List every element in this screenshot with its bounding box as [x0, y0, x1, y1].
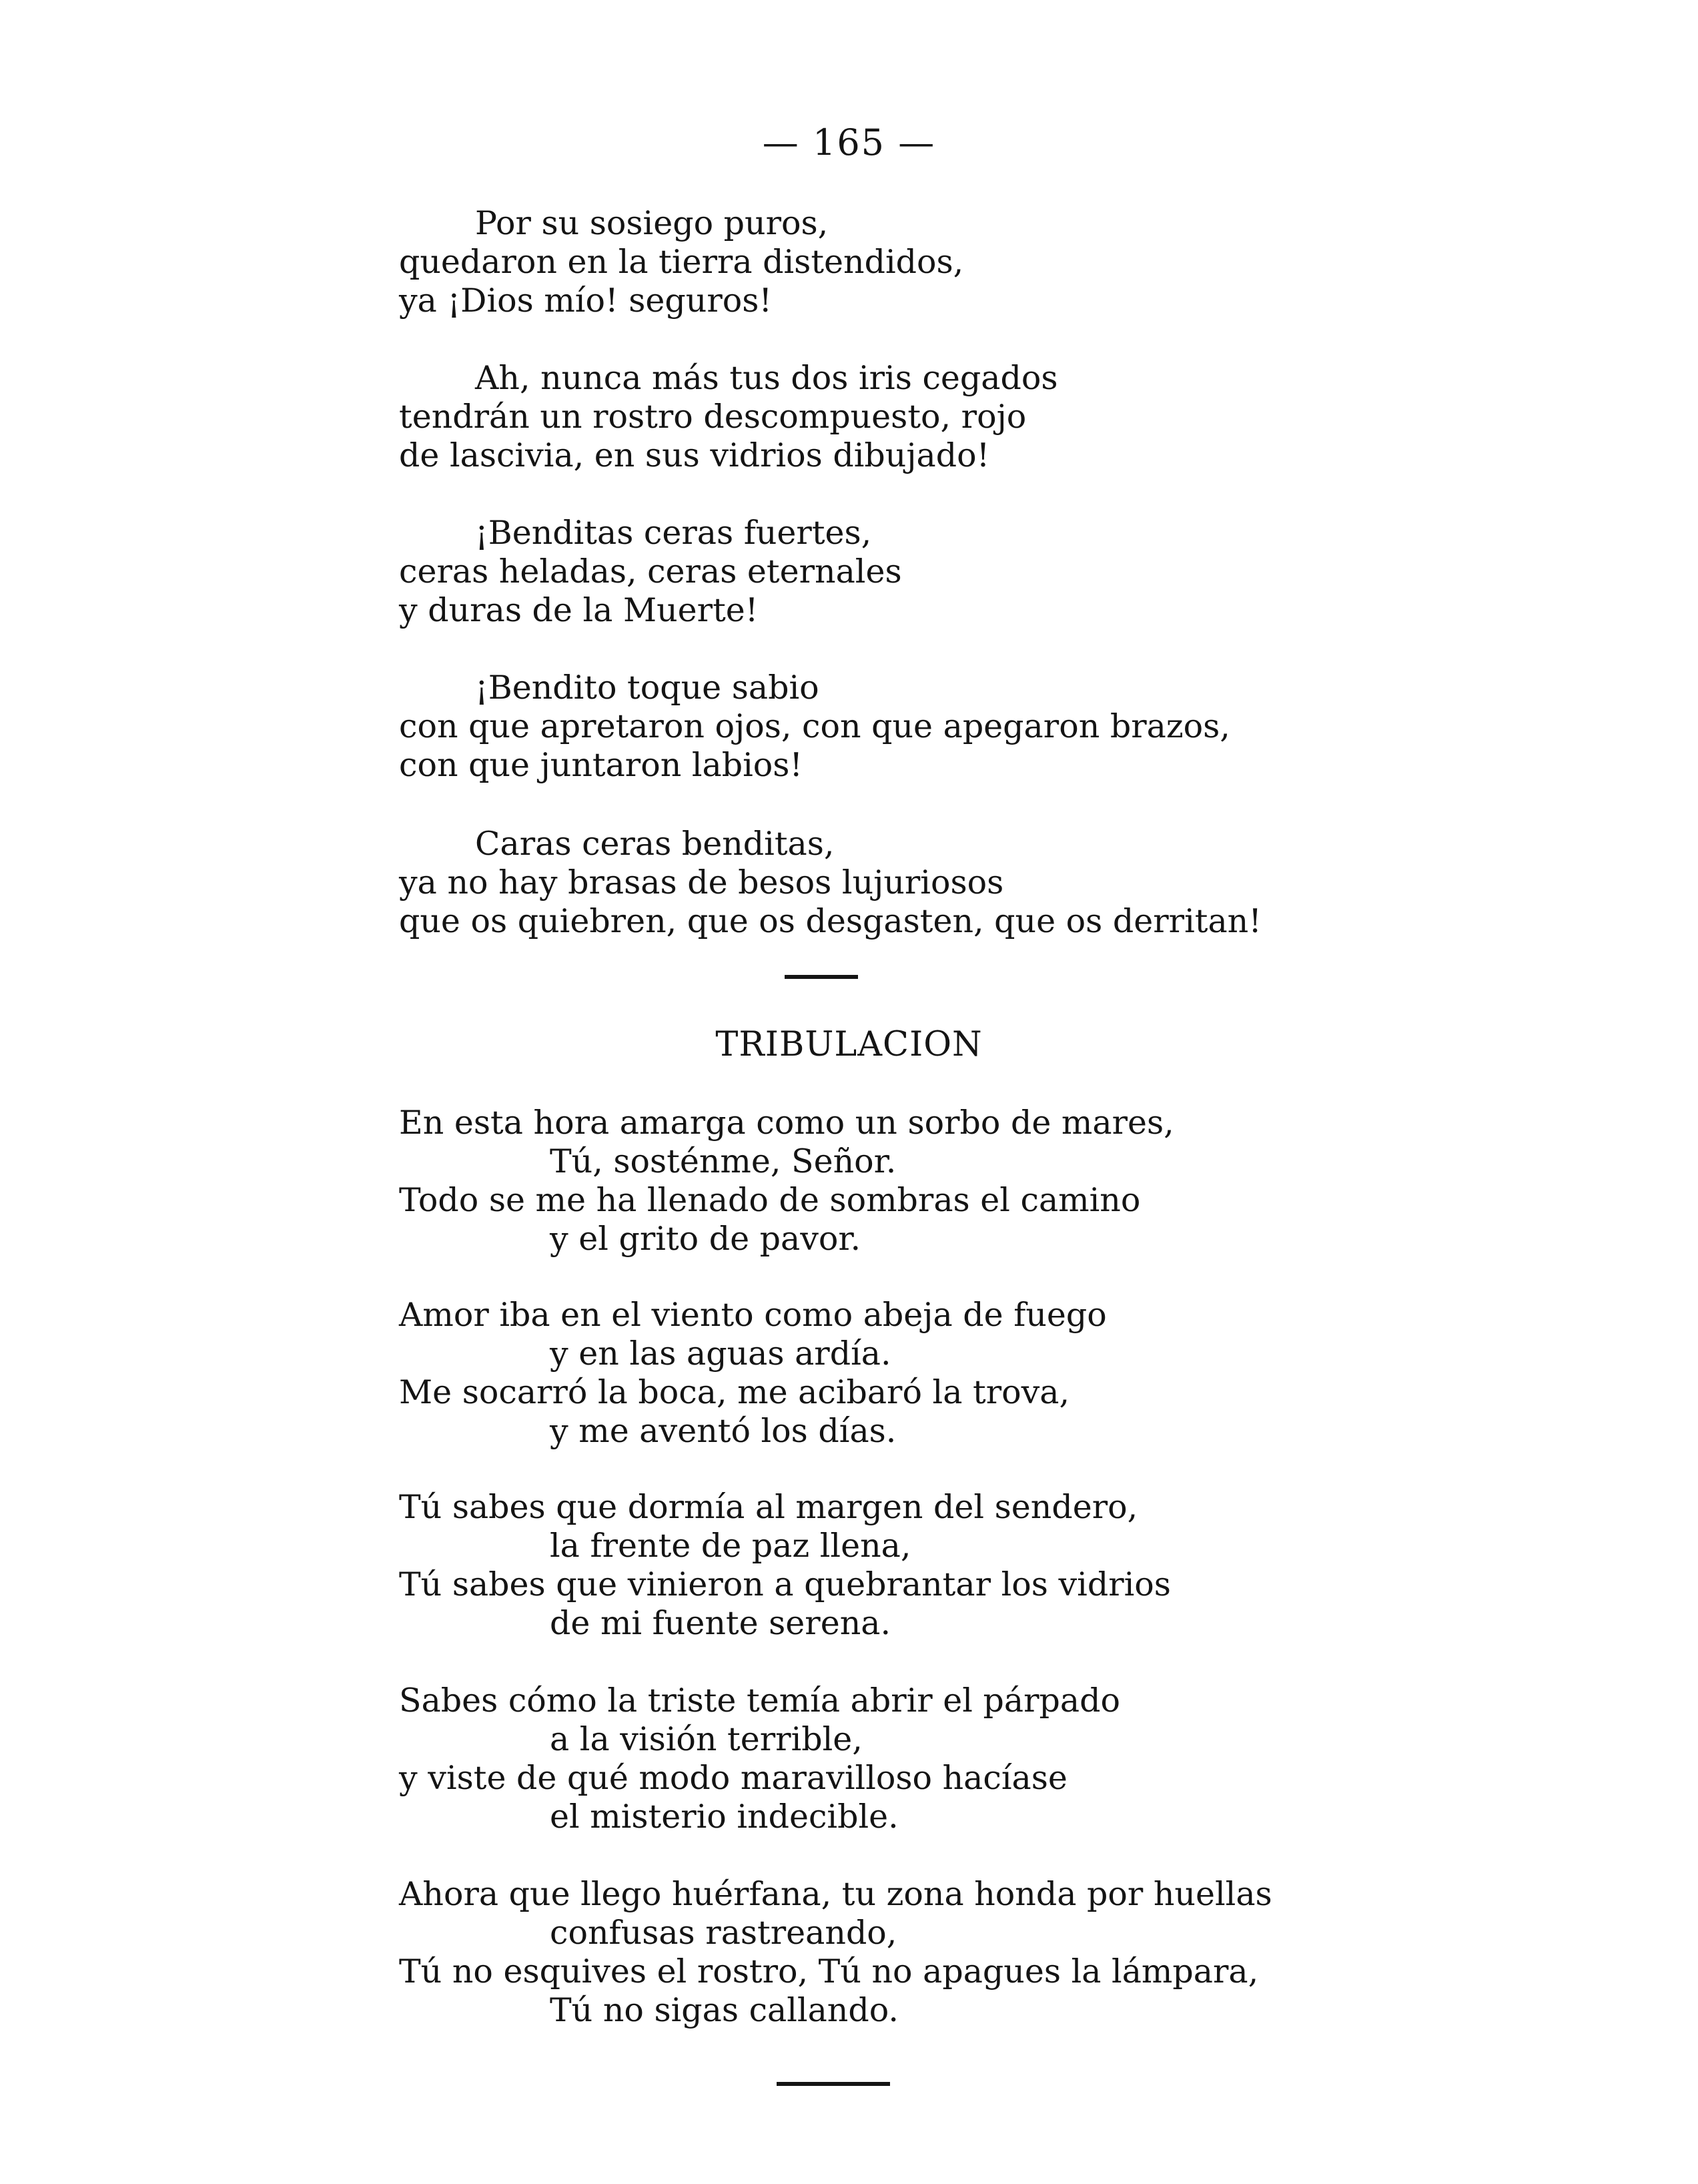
verse-line: En esta hora amarga como un sorbo de mares,	[399, 1104, 1174, 1142]
verse-line: y duras de la Muerte!	[399, 591, 759, 629]
verse-line: y viste de qué modo maravilloso hacíase	[399, 1759, 1068, 1797]
verse-line: Tú, sosténme, Señor.	[550, 1142, 897, 1180]
verse-line: Tú sabes que dormía al margen del sendero,	[399, 1488, 1138, 1526]
verse-line: que os quiebren, que os desgasten, que os derritan!	[399, 902, 1262, 940]
verse-line: Me socarró la boca, me acibaró la trova,	[399, 1373, 1070, 1411]
verse-line: ceras heladas, ceras eternales	[399, 553, 902, 591]
verse-line: de lascivia, en sus vidrios dibujado!	[399, 436, 990, 474]
verse-line: tendrán un rostro descompuesto, rojo	[399, 398, 1027, 436]
verse-line: Tú no sigas callando.	[550, 1991, 899, 2029]
verse-line: y me aventó los días.	[550, 1412, 897, 1450]
section-divider	[785, 975, 858, 979]
verse-line: Todo se me ha llenado de sombras el camino	[399, 1181, 1141, 1219]
verse-line: ya ¡Dios mío! seguros!	[399, 282, 773, 320]
verse-line: a la visión terrible,	[550, 1720, 863, 1758]
verse-line: Caras ceras benditas,	[475, 825, 835, 863]
page-number: — 165 —	[762, 121, 936, 163]
verse-line: Tú sabes que vinieron a quebrantar los vidrios	[399, 1565, 1171, 1603]
verse-line: y el grito de pavor.	[550, 1220, 861, 1258]
verse-line: ¡Bendito toque sabio	[475, 669, 819, 707]
verse-line: confusas rastreando,	[550, 1914, 897, 1952]
verse-line: Amor iba en el viento como abeja de fuego	[399, 1296, 1107, 1334]
poem-title: TRIBULACION	[715, 1025, 983, 1064]
verse-line: Sabes cómo la triste temía abrir el párpado	[399, 1682, 1120, 1720]
verse-line: ¡Benditas ceras fuertes,	[475, 514, 872, 552]
verse-line: Tú no esquives el rostro, Tú no apagues la lámpara,	[399, 1952, 1259, 1990]
verse-line: Por su sosiego puros,	[475, 204, 829, 242]
verse-line: quedaron en la tierra distendidos,	[399, 243, 964, 281]
verse-line: de mi fuente serena.	[550, 1604, 891, 1642]
verse-line: Ah, nunca más tus dos iris cegados	[475, 359, 1058, 397]
section-divider	[777, 2082, 890, 2086]
verse-line: y en las aguas ardía.	[550, 1335, 891, 1373]
verse-line: con que juntaron labios!	[399, 746, 803, 784]
verse-line: con que apretaron ojos, con que apegaron brazos,	[399, 707, 1230, 745]
verse-line: ya no hay brasas de besos lujuriosos	[399, 863, 1004, 901]
verse-line: el misterio indecible.	[550, 1798, 899, 1836]
verse-line: la frente de paz llena,	[550, 1527, 911, 1565]
verse-line: Ahora que llego huérfana, tu zona honda por huellas	[399, 1875, 1272, 1913]
